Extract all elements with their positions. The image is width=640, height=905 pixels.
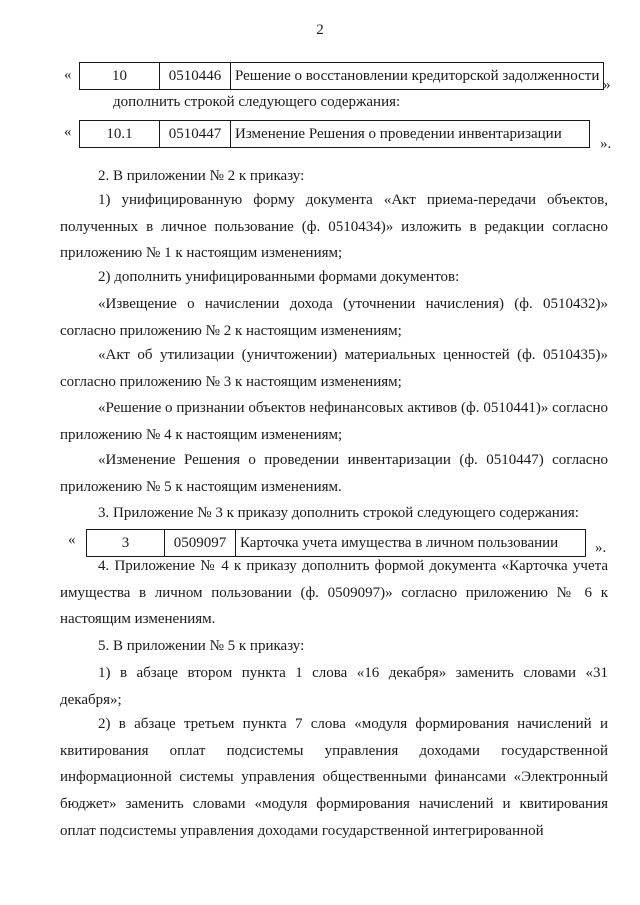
table-row bbox=[79, 120, 590, 148]
close-quote: ». bbox=[595, 540, 607, 556]
close-quote: ». bbox=[600, 136, 612, 152]
open-quote: « bbox=[64, 67, 72, 83]
paragraph: 2) в абзаце третьем пункта 7 слова «модуля формирования начислений и квитирования оплат подсистемы управления доходами государственной информационной системы управления общественными финансами «Электронный бюджет» заменить словами «модуля формирования начислений и квитирования оплат подсистемы управления доходами государственной интегрированной bbox=[60, 716, 608, 839]
paragraph: 1) в абзаце втором пункта 1 слова «16 декабря» заменить словами «31 декабря»; bbox=[60, 665, 608, 708]
paragraph: 4. Приложение № 4 к приказу дополнить формой документа «Карточка учета имущества в личном пользовании (ф. 0509097)» согласно приложению № 6 к настоящим изменениям. bbox=[60, 558, 608, 628]
form-code: 0510446 bbox=[160, 63, 231, 90]
row-number: 10.1 bbox=[80, 121, 160, 148]
table-row bbox=[79, 62, 604, 90]
paragraph: «Решение о признании объектов нефинансовых активов (ф. 0510441)» согласно приложению № 4 к настоящим изменениям; bbox=[60, 400, 608, 443]
paragraph: 2) дополнить унифицированными формами документов: bbox=[98, 269, 460, 285]
paragraph: 2. В приложении № 2 к приказу: bbox=[98, 168, 305, 184]
form-name: Решение о восстановлении кредиторской задолженности bbox=[231, 63, 604, 90]
paragraph: дополнить строкой следующего содержания: bbox=[113, 94, 401, 110]
open-quote: « bbox=[64, 124, 72, 140]
paragraph: «Извещение о начислении дохода (уточнении начисления) (ф. 0510432)» согласно приложению № 2 к настоящим изменениям; bbox=[60, 296, 608, 339]
paragraph: 1) унифицированную форму документа «Акт приема-передачи объектов, полученных в личное пользование (ф. 0510434)» изложить в редакции согласно приложению № 1 к настоящим изменениям; bbox=[60, 192, 608, 262]
form-code: 0509097 bbox=[165, 530, 236, 557]
row-number: 3 bbox=[87, 530, 165, 557]
close-quote: » bbox=[603, 77, 611, 93]
paragraph: «Изменение Решения о проведении инвентаризации (ф. 0510447) согласно приложению № 5 к настоящим изменениям. bbox=[60, 452, 608, 495]
paragraph: «Акт об утилизации (уничтожении) материальных ценностей (ф. 0510435)» согласно приложению № 3 к настоящим изменениям; bbox=[60, 347, 608, 390]
open-quote: « bbox=[68, 532, 76, 548]
row-number: 10 bbox=[80, 63, 160, 90]
form-name: Изменение Решения о проведении инвентаризации bbox=[231, 121, 590, 148]
form-name: Карточка учета имущества в личном пользовании bbox=[236, 530, 586, 557]
paragraph: 5. В приложении № 5 к приказу: bbox=[98, 638, 305, 654]
paragraph: 3. Приложение № 3 к приказу дополнить строкой следующего содержания: bbox=[98, 505, 579, 521]
page-number: 2 bbox=[316, 22, 324, 38]
form-code: 0510447 bbox=[160, 121, 231, 148]
